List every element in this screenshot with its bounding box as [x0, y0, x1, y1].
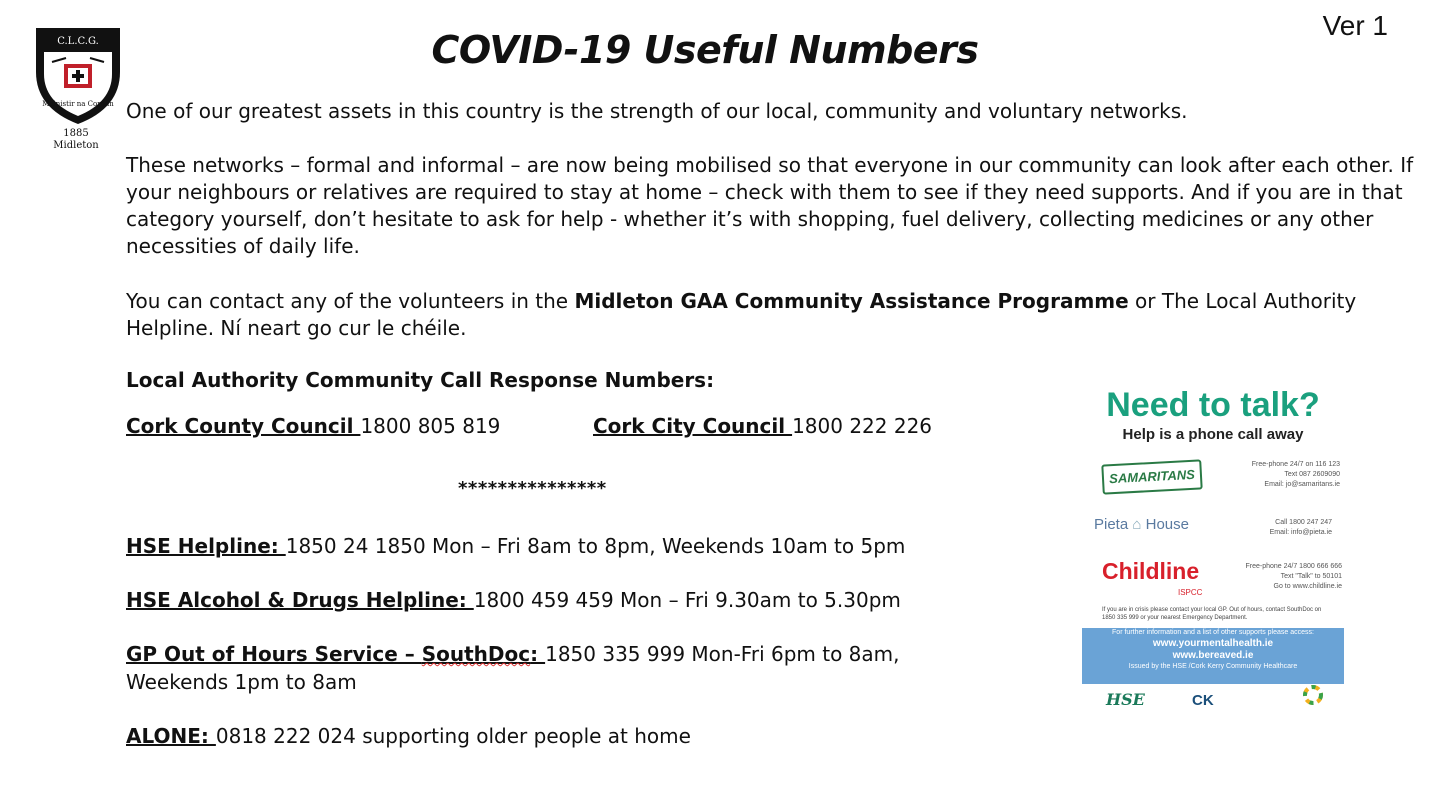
hse-logo: HSE [1106, 690, 1145, 709]
gp-text: 1850 335 999 Mon-Fri 6pm to 8am, Weekends 1pm to 8am [126, 642, 900, 694]
childline-line-2: Text "Talk" to 50101 [1280, 573, 1342, 580]
ispcc-label: ISPCC [1178, 588, 1203, 597]
hse-helpline-line [126, 532, 946, 560]
info-site-1: www.yourmentalhealth.ie [1152, 638, 1274, 649]
alone-line [126, 722, 946, 750]
samaritans-logo: SAMARITANS [1101, 459, 1202, 494]
info-issued: Issued by the HSE /Cork Kerry Community Healthcare [1128, 663, 1298, 670]
gp-label-post: : [530, 642, 546, 666]
poster-subtitle: Help is a phone call away [1122, 426, 1304, 443]
alcohol-drugs-label: HSE Alcohol & Drugs Helpline: [126, 588, 474, 612]
gp-label-pre: GP Out of Hours Service – [126, 642, 422, 666]
childline-logo: Childline [1102, 558, 1200, 584]
gp-label [126, 642, 545, 666]
gp-out-of-hours-line [126, 640, 946, 696]
crest-year: 1885 [63, 128, 89, 139]
samaritans-info [1214, 460, 1340, 490]
alcohol-drugs-line [126, 586, 946, 614]
southdoc-label: SouthDoc [421, 642, 531, 666]
colour-ring-icon [1302, 684, 1324, 706]
ck-logo: CK [1192, 692, 1214, 709]
version-label: Ver 1 [1322, 10, 1388, 41]
crest-top-text: C.L.C.G. [57, 36, 99, 47]
poster-title: Need to talk? [1106, 386, 1320, 424]
pieta-line-1: Call 1800 247 247 [1275, 519, 1332, 526]
hse-helpline-text: 1850 24 1850 Mon – Fri 8am to 8pm, Weekends 10am to 5pm [285, 534, 906, 558]
city-council-label: Cork City Council [593, 414, 793, 438]
county-council-number: 1800 805 819 [360, 414, 501, 438]
pieta-logo-right: House [1145, 516, 1189, 533]
county-council-line [126, 414, 500, 438]
intro-paragraph: One of our greatest assets in this country is the strength of our local, community and voluntary networks. [126, 99, 1188, 123]
contact-pre: You can contact any of the volunteers in the [126, 289, 575, 313]
need-to-talk-poster [1082, 378, 1344, 718]
county-council-label: Cork County Council [126, 414, 361, 438]
childline-line-3: Go to www.childline.ie [1273, 583, 1342, 590]
info-intro: For further information and a list of other supports please access: [1112, 629, 1314, 636]
alone-label: ALONE: [126, 724, 216, 748]
networks-paragraph: These networks – formal and informal – are now being mobilised so that everyone in our community can look after each other. If your neighbours or relatives are required to stay at home – check with them to see if they need supports. And if you are in that category yourself, don’t hesitate to ask for help - whether it’s with shopping, fuel delivery, collecting medicines or any other necessities of daily life. [126, 153, 1414, 258]
samaritans-line-1: Free-phone 24/7 on 116 123 [1251, 461, 1340, 468]
samaritans-line-2: Text 087 2609090 [1284, 471, 1340, 478]
local-authority-heading: Local Authority Community Call Response Numbers: [126, 368, 715, 392]
hse-helpline-label: HSE Helpline: [126, 534, 286, 558]
samaritans-line-3: Email: jo@samaritans.ie [1264, 481, 1340, 488]
programme-name: Midleton GAA Community Assistance Programme [574, 289, 1129, 313]
pieta-logo-left: Pieta [1094, 516, 1129, 533]
childline-info [1214, 562, 1342, 592]
alone-text: 0818 222 024 supporting older people at home [215, 724, 691, 748]
pieta-info [1214, 518, 1332, 538]
crest-motto: Mainistir na Corann [42, 100, 114, 108]
contact-paragraph [126, 288, 1416, 342]
alcohol-drugs-text: 1800 459 459 Mon – Fri 9.30am to 5.30pm [473, 588, 901, 612]
contact-post: or The Local Authority Helpline. Ní neart go cur le chéile. [126, 289, 1357, 340]
page-title: COVID-19 Useful Numbers [431, 28, 979, 72]
city-council-line [593, 414, 932, 438]
crisis-note: If you are in crisis please contact your local GP. Out of hours, contact SouthDoc on 1850 335 999 or your nearest Emergency Department. [1102, 607, 1322, 621]
pieta-house-icon: ⌂ [1132, 516, 1142, 533]
city-council-number: 1800 222 226 [792, 414, 933, 438]
separator-stars: *************** [458, 478, 607, 499]
poster-info-box [1082, 628, 1344, 684]
pieta-house-logo [1094, 516, 1210, 533]
crest-caption [48, 128, 104, 152]
info-site-2: www.bereaved.ie [1172, 650, 1254, 661]
pieta-line-2: Email: info@pieta.ie [1269, 529, 1332, 536]
crest-place: Midleton [53, 140, 99, 151]
childline-line-1: Free-phone 24/7 1800 666 666 [1245, 563, 1342, 570]
